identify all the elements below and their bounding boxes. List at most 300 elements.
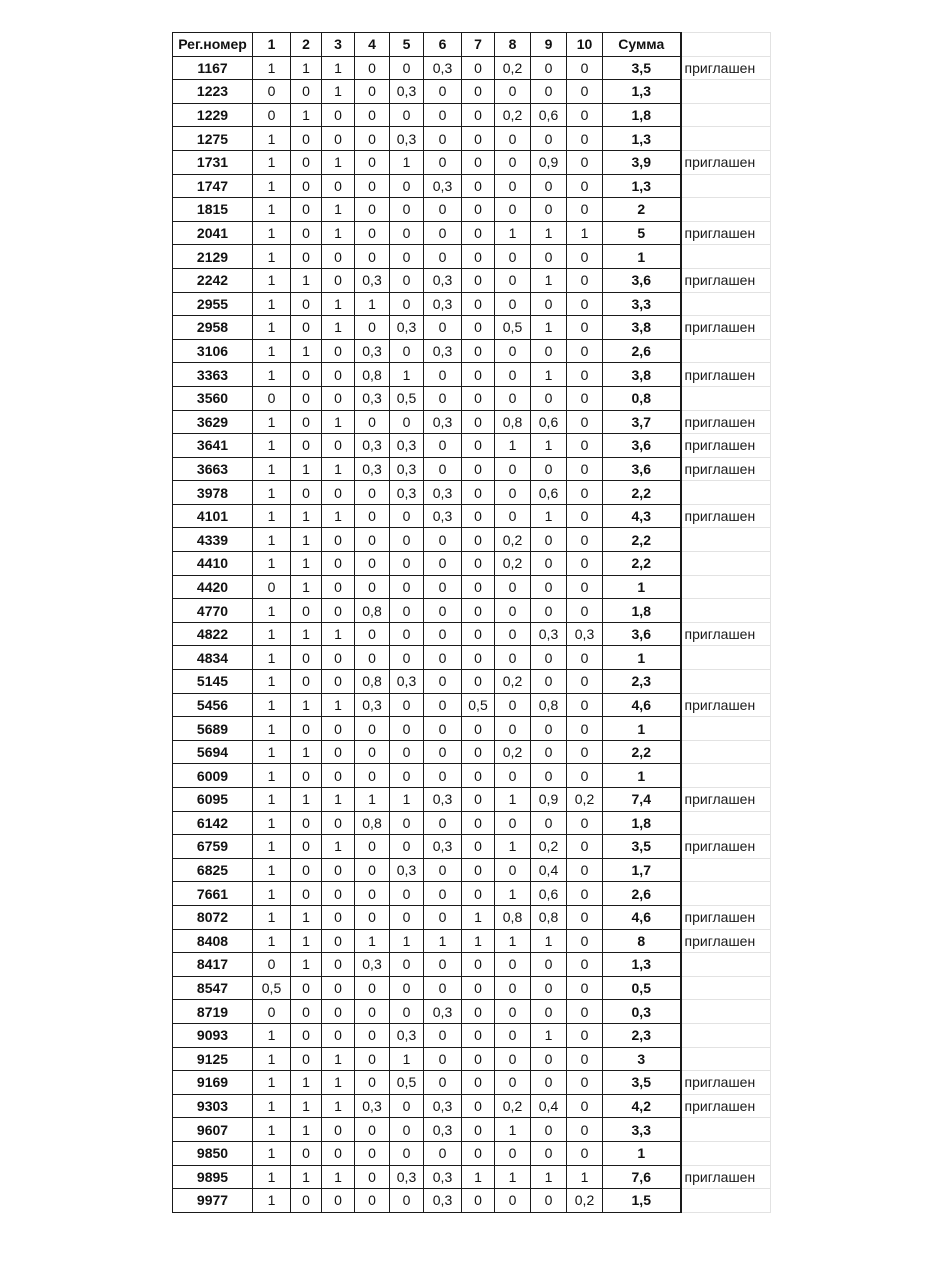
score-cell-task-3: 0 [322, 528, 355, 552]
score-cell-task-2: 0 [291, 1189, 322, 1213]
status-cell [681, 339, 771, 363]
score-cell-task-6: 0 [424, 80, 462, 104]
score-cell-task-2: 0 [291, 434, 322, 458]
score-cell-task-6: 0 [424, 103, 462, 127]
score-cell-task-7: 0 [462, 221, 495, 245]
score-cell-task-2: 0 [291, 292, 322, 316]
score-cell-task-1: 1 [253, 221, 291, 245]
score-cell-task-2: 0 [291, 1000, 322, 1024]
score-cell-task-8: 0 [495, 174, 531, 198]
score-cell-task-2: 0 [291, 717, 322, 741]
score-cell-task-1: 1 [253, 552, 291, 576]
reg-number-cell: 2242 [173, 268, 253, 292]
reg-number-cell: 3629 [173, 410, 253, 434]
sum-cell: 1 [603, 1141, 681, 1165]
sum-cell: 2,2 [603, 528, 681, 552]
score-cell-task-1: 0 [253, 386, 291, 410]
table-row [173, 174, 771, 198]
score-cell-task-4: 0,3 [355, 693, 390, 717]
table-row [173, 811, 771, 835]
reg-number-cell: 9977 [173, 1189, 253, 1213]
sum-cell: 3,5 [603, 835, 681, 859]
table-row [173, 764, 771, 788]
score-cell-task-8: 0 [495, 339, 531, 363]
score-cell-task-4: 0,3 [355, 953, 390, 977]
score-cell-task-7: 0 [462, 575, 495, 599]
score-cell-task-10: 0 [567, 811, 603, 835]
score-cell-task-5: 0 [390, 528, 424, 552]
score-cell-task-1: 1 [253, 127, 291, 151]
score-cell-task-3: 0 [322, 103, 355, 127]
score-cell-task-3: 0 [322, 1189, 355, 1213]
score-cell-task-2: 1 [291, 1094, 322, 1118]
score-cell-task-2: 0 [291, 80, 322, 104]
score-cell-task-8: 1 [495, 882, 531, 906]
score-cell-task-3: 1 [322, 150, 355, 174]
score-cell-task-10: 0 [567, 835, 603, 859]
score-cell-task-5: 0,3 [390, 481, 424, 505]
reg-number-cell: 8408 [173, 929, 253, 953]
score-cell-task-3: 1 [322, 316, 355, 340]
score-cell-task-9: 0 [531, 1141, 567, 1165]
score-cell-task-5: 0 [390, 740, 424, 764]
reg-number-cell: 2041 [173, 221, 253, 245]
score-cell-task-8: 0 [495, 622, 531, 646]
score-cell-task-9: 0,8 [531, 693, 567, 717]
reg-number-cell: 8417 [173, 953, 253, 977]
score-cell-task-4: 1 [355, 292, 390, 316]
score-cell-task-3: 0 [322, 363, 355, 387]
score-cell-task-6: 0 [424, 386, 462, 410]
reg-number-cell: 4822 [173, 622, 253, 646]
score-cell-task-5: 0 [390, 268, 424, 292]
reg-number-cell: 8547 [173, 976, 253, 1000]
score-cell-task-6: 0,3 [424, 410, 462, 434]
score-cell-task-10: 0 [567, 670, 603, 694]
score-cell-task-3: 0 [322, 599, 355, 623]
status-cell: приглашен [681, 56, 771, 80]
score-cell-task-7: 0 [462, 764, 495, 788]
sum-cell: 1,3 [603, 127, 681, 151]
status-cell: приглашен [681, 835, 771, 859]
score-cell-task-4: 0 [355, 1118, 390, 1142]
sum-cell: 3,5 [603, 1071, 681, 1095]
reg-number-cell: 2955 [173, 292, 253, 316]
score-cell-task-10: 0,2 [567, 788, 603, 812]
score-cell-task-2: 0 [291, 811, 322, 835]
score-cell-task-3: 0 [322, 575, 355, 599]
score-cell-task-6: 0 [424, 764, 462, 788]
status-cell [681, 670, 771, 694]
score-cell-task-7: 0 [462, 127, 495, 151]
score-cell-task-2: 0 [291, 670, 322, 694]
score-cell-task-3: 0 [322, 339, 355, 363]
score-cell-task-2: 0 [291, 764, 322, 788]
score-cell-task-6: 0 [424, 150, 462, 174]
score-cell-task-8: 0 [495, 198, 531, 222]
score-cell-task-3: 0 [322, 1141, 355, 1165]
score-cell-task-9: 0 [531, 1047, 567, 1071]
score-cell-task-4: 0 [355, 764, 390, 788]
score-cell-task-8: 0 [495, 504, 531, 528]
score-cell-task-6: 0 [424, 221, 462, 245]
score-cell-task-9: 1 [531, 1023, 567, 1047]
status-cell [681, 386, 771, 410]
table-header-row [173, 33, 771, 57]
score-cell-task-1: 1 [253, 316, 291, 340]
table-row [173, 150, 771, 174]
score-cell-task-4: 0 [355, 504, 390, 528]
score-cell-task-2: 1 [291, 552, 322, 576]
score-cell-task-10: 0 [567, 646, 603, 670]
score-cell-task-8: 1 [495, 835, 531, 859]
score-cell-task-7: 0 [462, 410, 495, 434]
score-cell-task-4: 0 [355, 221, 390, 245]
score-cell-task-9: 0 [531, 1189, 567, 1213]
status-cell [681, 858, 771, 882]
score-cell-task-1: 1 [253, 434, 291, 458]
score-cell-task-7: 0 [462, 1071, 495, 1095]
score-cell-task-2: 0 [291, 127, 322, 151]
score-cell-task-2: 1 [291, 622, 322, 646]
score-cell-task-7: 0 [462, 552, 495, 576]
score-cell-task-5: 0 [390, 953, 424, 977]
score-cell-task-8: 0 [495, 764, 531, 788]
score-cell-task-9: 0,4 [531, 858, 567, 882]
score-cell-task-6: 0 [424, 953, 462, 977]
reg-number-cell: 5456 [173, 693, 253, 717]
score-cell-task-6: 0 [424, 316, 462, 340]
score-cell-task-4: 0,8 [355, 363, 390, 387]
sum-cell: 2,6 [603, 882, 681, 906]
score-cell-task-6: 0 [424, 740, 462, 764]
results-table [172, 32, 771, 1213]
sum-cell: 7,4 [603, 788, 681, 812]
score-cell-task-10: 0 [567, 953, 603, 977]
score-cell-task-4: 0 [355, 1047, 390, 1071]
score-cell-task-1: 0 [253, 103, 291, 127]
score-cell-task-4: 0 [355, 552, 390, 576]
score-cell-task-7: 0 [462, 1094, 495, 1118]
score-cell-task-10: 0 [567, 174, 603, 198]
status-cell: приглашен [681, 363, 771, 387]
score-cell-task-7: 0 [462, 528, 495, 552]
score-cell-task-4: 0 [355, 1071, 390, 1095]
sum-cell: 2,3 [603, 1023, 681, 1047]
table-row [173, 670, 771, 694]
score-cell-task-5: 0 [390, 882, 424, 906]
sum-cell: 3,6 [603, 268, 681, 292]
reg-number-cell: 9850 [173, 1141, 253, 1165]
score-cell-task-9: 1 [531, 929, 567, 953]
sum-cell: 3,9 [603, 150, 681, 174]
score-cell-task-2: 0 [291, 599, 322, 623]
score-cell-task-10: 0 [567, 528, 603, 552]
score-cell-task-5: 1 [390, 1047, 424, 1071]
score-cell-task-5: 1 [390, 788, 424, 812]
score-cell-task-4: 0 [355, 1141, 390, 1165]
score-cell-task-1: 1 [253, 528, 291, 552]
score-cell-task-1: 1 [253, 858, 291, 882]
score-cell-task-7: 0 [462, 1000, 495, 1024]
score-cell-task-5: 0 [390, 1118, 424, 1142]
score-cell-task-9: 0,2 [531, 835, 567, 859]
score-cell-task-3: 0 [322, 811, 355, 835]
status-cell: приглашен [681, 905, 771, 929]
status-cell: приглашен [681, 150, 771, 174]
score-cell-task-5: 0 [390, 56, 424, 80]
score-cell-task-3: 0 [322, 670, 355, 694]
score-cell-task-6: 0 [424, 1141, 462, 1165]
score-cell-task-4: 0 [355, 835, 390, 859]
header-status [681, 33, 771, 57]
score-cell-task-2: 1 [291, 693, 322, 717]
score-cell-task-8: 0 [495, 717, 531, 741]
score-cell-task-6: 0 [424, 693, 462, 717]
score-cell-task-8: 0,8 [495, 410, 531, 434]
score-cell-task-9: 0 [531, 740, 567, 764]
score-cell-task-3: 0 [322, 434, 355, 458]
reg-number-cell: 9303 [173, 1094, 253, 1118]
score-cell-task-4: 0 [355, 622, 390, 646]
score-cell-task-6: 0,3 [424, 174, 462, 198]
score-cell-task-6: 0 [424, 905, 462, 929]
reg-number-cell: 4101 [173, 504, 253, 528]
table-row [173, 434, 771, 458]
sum-cell: 1,8 [603, 599, 681, 623]
status-cell: приглашен [681, 410, 771, 434]
score-cell-task-1: 1 [253, 1023, 291, 1047]
sum-cell: 3,3 [603, 292, 681, 316]
score-cell-task-5: 0 [390, 410, 424, 434]
score-cell-task-9: 0,4 [531, 1094, 567, 1118]
sum-cell: 1 [603, 717, 681, 741]
score-cell-task-1: 1 [253, 693, 291, 717]
score-cell-task-9: 0,6 [531, 882, 567, 906]
score-cell-task-9: 1 [531, 363, 567, 387]
score-cell-task-5: 1 [390, 363, 424, 387]
score-cell-task-2: 0 [291, 835, 322, 859]
score-cell-task-7: 0 [462, 1141, 495, 1165]
reg-number-cell: 4420 [173, 575, 253, 599]
status-cell [681, 481, 771, 505]
score-cell-task-9: 0,3 [531, 622, 567, 646]
status-cell [681, 740, 771, 764]
status-cell: приглашен [681, 457, 771, 481]
score-cell-task-9: 1 [531, 434, 567, 458]
score-cell-task-3: 1 [322, 292, 355, 316]
reg-number-cell: 5694 [173, 740, 253, 764]
score-cell-task-10: 0 [567, 245, 603, 269]
score-cell-task-6: 0,3 [424, 835, 462, 859]
table-row [173, 1094, 771, 1118]
status-cell [681, 103, 771, 127]
score-cell-task-5: 0 [390, 103, 424, 127]
sum-cell: 1,8 [603, 103, 681, 127]
score-cell-task-9: 0 [531, 552, 567, 576]
score-cell-task-8: 1 [495, 1118, 531, 1142]
score-cell-task-10: 0 [567, 1071, 603, 1095]
score-cell-task-10: 0 [567, 268, 603, 292]
reg-number-cell: 1223 [173, 80, 253, 104]
score-cell-task-9: 0 [531, 245, 567, 269]
score-cell-task-4: 0,8 [355, 599, 390, 623]
score-cell-task-2: 1 [291, 929, 322, 953]
score-cell-task-7: 0 [462, 268, 495, 292]
score-cell-task-10: 0 [567, 1000, 603, 1024]
status-cell [681, 292, 771, 316]
score-cell-task-9: 1 [531, 316, 567, 340]
table-row [173, 835, 771, 859]
sum-cell: 2,2 [603, 552, 681, 576]
score-cell-task-2: 0 [291, 976, 322, 1000]
score-cell-task-9: 0 [531, 339, 567, 363]
table-row [173, 1047, 771, 1071]
sum-cell: 3,8 [603, 363, 681, 387]
score-cell-task-5: 0,3 [390, 80, 424, 104]
sum-cell: 0,3 [603, 1000, 681, 1024]
score-cell-task-4: 0 [355, 174, 390, 198]
sum-cell: 2,3 [603, 670, 681, 694]
score-cell-task-8: 0 [495, 646, 531, 670]
sum-cell: 1,3 [603, 80, 681, 104]
score-cell-task-1: 1 [253, 1189, 291, 1213]
table-row [173, 386, 771, 410]
reg-number-cell: 2958 [173, 316, 253, 340]
score-cell-task-10: 0 [567, 599, 603, 623]
score-cell-task-4: 0 [355, 127, 390, 151]
table-row [173, 339, 771, 363]
table-row [173, 788, 771, 812]
sum-cell: 1 [603, 764, 681, 788]
reg-number-cell: 9607 [173, 1118, 253, 1142]
score-cell-task-3: 1 [322, 835, 355, 859]
score-cell-task-3: 0 [322, 740, 355, 764]
score-cell-task-9: 0 [531, 1071, 567, 1095]
score-cell-task-10: 0 [567, 693, 603, 717]
score-cell-task-6: 1 [424, 929, 462, 953]
status-cell [681, 198, 771, 222]
score-cell-task-10: 0 [567, 80, 603, 104]
score-cell-task-2: 0 [291, 386, 322, 410]
score-cell-task-5: 0 [390, 835, 424, 859]
score-cell-task-8: 0,2 [495, 740, 531, 764]
score-cell-task-3: 0 [322, 268, 355, 292]
score-cell-task-6: 0 [424, 882, 462, 906]
reg-number-cell: 8719 [173, 1000, 253, 1024]
reg-number-cell: 6825 [173, 858, 253, 882]
sum-cell: 1,3 [603, 953, 681, 977]
score-cell-task-4: 0 [355, 575, 390, 599]
score-cell-task-7: 0 [462, 504, 495, 528]
score-cell-task-8: 0 [495, 268, 531, 292]
score-cell-task-5: 0,3 [390, 1023, 424, 1047]
score-cell-task-8: 0 [495, 1000, 531, 1024]
score-cell-task-1: 1 [253, 835, 291, 859]
reg-number-cell: 9093 [173, 1023, 253, 1047]
table-row [173, 316, 771, 340]
score-cell-task-9: 0 [531, 717, 567, 741]
sum-cell: 3,6 [603, 434, 681, 458]
score-cell-task-4: 0 [355, 103, 390, 127]
score-cell-task-6: 0 [424, 1023, 462, 1047]
score-cell-task-3: 0 [322, 764, 355, 788]
score-cell-task-4: 0 [355, 976, 390, 1000]
score-cell-task-1: 1 [253, 905, 291, 929]
score-cell-task-3: 0 [322, 245, 355, 269]
sum-cell: 8 [603, 929, 681, 953]
score-cell-task-8: 0 [495, 363, 531, 387]
score-cell-task-9: 1 [531, 221, 567, 245]
score-cell-task-1: 1 [253, 788, 291, 812]
score-cell-task-3: 0 [322, 552, 355, 576]
score-cell-task-5: 0,5 [390, 1071, 424, 1095]
score-cell-task-10: 0 [567, 292, 603, 316]
status-cell [681, 764, 771, 788]
reg-number-cell: 5689 [173, 717, 253, 741]
score-cell-task-1: 1 [253, 764, 291, 788]
table-row [173, 858, 771, 882]
header-task-4: 4 [355, 33, 390, 57]
score-cell-task-5: 0 [390, 646, 424, 670]
score-cell-task-3: 0 [322, 386, 355, 410]
score-cell-task-6: 0 [424, 976, 462, 1000]
score-cell-task-10: 0 [567, 717, 603, 741]
score-cell-task-7: 0 [462, 599, 495, 623]
score-cell-task-2: 1 [291, 103, 322, 127]
score-cell-task-7: 0 [462, 434, 495, 458]
score-cell-task-1: 1 [253, 410, 291, 434]
score-cell-task-5: 0 [390, 292, 424, 316]
score-cell-task-3: 1 [322, 80, 355, 104]
score-cell-task-7: 0 [462, 1118, 495, 1142]
reg-number-cell: 1167 [173, 56, 253, 80]
score-cell-task-6: 0,3 [424, 788, 462, 812]
score-cell-task-1: 1 [253, 1118, 291, 1142]
score-cell-task-7: 0 [462, 386, 495, 410]
score-cell-task-4: 0 [355, 80, 390, 104]
score-cell-task-4: 0 [355, 1189, 390, 1213]
status-cell [681, 245, 771, 269]
score-cell-task-5: 0 [390, 693, 424, 717]
score-cell-task-10: 0 [567, 316, 603, 340]
score-cell-task-2: 0 [291, 646, 322, 670]
score-cell-task-4: 0,8 [355, 811, 390, 835]
reg-number-cell: 3560 [173, 386, 253, 410]
table-row [173, 599, 771, 623]
score-cell-task-8: 0 [495, 811, 531, 835]
sum-cell: 2 [603, 198, 681, 222]
table-row [173, 198, 771, 222]
score-cell-task-3: 0 [322, 1000, 355, 1024]
score-cell-task-8: 1 [495, 788, 531, 812]
table-row [173, 1165, 771, 1189]
score-cell-task-4: 0 [355, 1000, 390, 1024]
status-cell [681, 1118, 771, 1142]
table-row [173, 221, 771, 245]
table-row [173, 292, 771, 316]
score-cell-task-4: 0 [355, 905, 390, 929]
sum-cell: 3,6 [603, 622, 681, 646]
header-task-2: 2 [291, 33, 322, 57]
score-cell-task-10: 1 [567, 221, 603, 245]
score-cell-task-7: 1 [462, 905, 495, 929]
score-cell-task-7: 1 [462, 1165, 495, 1189]
score-cell-task-8: 0,2 [495, 103, 531, 127]
score-cell-task-7: 0 [462, 976, 495, 1000]
score-cell-task-5: 0 [390, 198, 424, 222]
score-cell-task-7: 0 [462, 174, 495, 198]
